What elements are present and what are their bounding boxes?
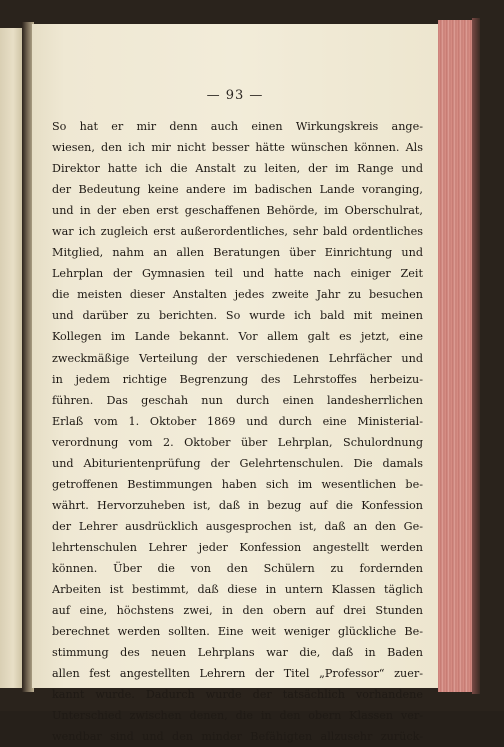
text-line: können. Über die von den Schülern zu fordernden [52, 561, 423, 575]
text-line: berechnet werden sollten. Eine weit weniger glückliche Be- [52, 625, 423, 639]
book-cover-edge [472, 18, 480, 694]
text-line: auf eine, höchstens zwei, in den obern auf drei Stunden [52, 604, 423, 618]
text-line: verordnung vom 2. Oktober über Lehrplan, Schulordnung [52, 435, 423, 449]
text-line: So hat er mir denn auch einen Wirkungskreis ange- [52, 120, 423, 133]
text-line: die meisten dieser Anstalten jedes zweite Jahr zu besuchen [52, 288, 423, 302]
text-line: und in der eben erst geschaffenen Behörde, im Oberschulrat, [52, 204, 423, 218]
facing-page-edge [0, 28, 22, 688]
red-page-edges [438, 20, 472, 692]
text-line: Arbeiten ist bestimmt, daß diese in untern Klassen täglich [52, 583, 423, 597]
page-number: — 93 — [206, 88, 264, 103]
text-line: Mitglied, nahm an allen Beratungen über Einrichtung und [52, 246, 423, 260]
text-line: der Bedeutung keine andere im badischen Lande voranging, [52, 183, 423, 197]
text-line: Unterschied zwischen denen, die in den obern Klassen ver- [52, 709, 423, 723]
text-line: und Abiturientenprüfung der Gelehrtenschulen. Die damals [52, 456, 423, 470]
text-line: in jedem richtige Begrenzung des Lehrstoffes herbeizu- [52, 372, 423, 386]
text-line: und darüber zu berichten. So wurde ich bald mit meinen [52, 309, 423, 323]
text-line: Erlaß vom 1. Oktober 1869 und durch eine Ministerial- [52, 414, 423, 428]
text-line: lehrtenschulen Lehrer jeder Konfession angestellt werden [52, 540, 423, 554]
text-line: Kollegen im Lande bekannt. Vor allem galt es jetzt, eine [52, 330, 423, 344]
text-line: Lehrplan der Gymnasien teil und hatte nach einiger Zeit [52, 267, 423, 281]
text-line: wiesen, den ich mir nicht besser hätte wünschen können. Als [52, 141, 423, 155]
text-line: kannt wurde. Dadurch wurde der tatsächlich vorhandene [52, 688, 423, 702]
text-line: getroffenen Bestimmungen haben sich im wesentlichen be- [52, 477, 423, 491]
text-line: währt. Hervorzuheben ist, daß in bezug auf die Konfession [52, 498, 423, 512]
text-line: allen fest angestellten Lehrern der Titel „Professor“ zuer- [52, 667, 423, 681]
text-line: führen. Das geschah nun durch einen landesherrlichen [52, 393, 423, 407]
text-line: der Lehrer ausdrücklich ausgesprochen ist, daß an den Ge- [52, 519, 423, 533]
text-line: war ich zugleich erst außerordentliches, sehr bald ordentliches [52, 225, 423, 239]
text-line: wendbar sind und den minder Befähigten allzusehr zurück- [52, 730, 423, 744]
text-line: stimmung des neuen Lehrplans war die, daß in Baden [52, 646, 423, 660]
body-text [52, 116, 423, 747]
text-line: zweckmäßige Verteilung der verschiedenen Lehrfächer und [52, 351, 423, 365]
text-line: Direktor hatte ich die Anstalt zu leiten, der im Range und [52, 162, 423, 176]
